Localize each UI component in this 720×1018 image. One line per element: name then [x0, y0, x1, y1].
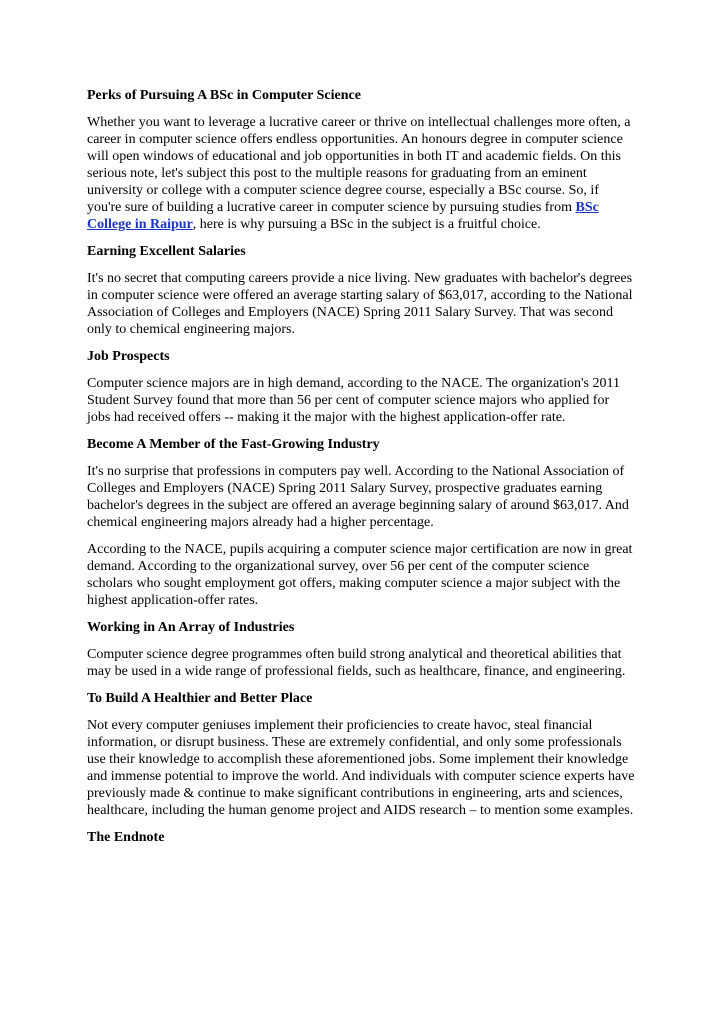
heading-perks: Perks of Pursuing A BSc in Computer Science [87, 88, 361, 103]
paragraph-salaries: It's no secret that computing careers provide a nice living. New graduates with bachelor's degrees in computer science were offered an average starting salary of $63,017, according to the National Association of Colleges and Employers (NACE) Spring 2011 Salary Survey. That was second only to chemical engineering majors. [87, 271, 633, 337]
heading-salaries: Earning Excellent Salaries [87, 244, 246, 259]
heading-industries: Working in An Array of Industries [87, 620, 295, 635]
heading-fast-growing: Become A Member of the Fast-Growing Industry [87, 437, 380, 452]
paragraph-industries: Computer science degree programmes often build strong analytical and theoretical abilities that may be used in a wide range of professional fields, such as healthcare, finance, and engineering. [87, 647, 626, 679]
paragraph-fast-growing: It's no surprise that professions in computers pay well. According to the National Association of Colleges and Employers (NACE) Spring 2011 Salary Survey, prospective graduates earning bachelor's degrees in the subject are offered an average beginning salary of around $63,017. And chemical engineering majors already had a higher percentage. [87, 464, 629, 530]
heading-endnote: The Endnote [87, 830, 165, 845]
paragraph-intro-text: Whether you want to leverage a lucrative career or thrive on intellectual challenges more often, a career in computer science offers endless opportunities. An honours degree in computer science will open windows of educational and job opportunities in both IT and academic fields. On this serious note, let's subject this post to the multiple reasons for graduating from an eminent university or college with a computer science degree course, especially a BSc course. So, if you're sure of building a lucrative career in computer science by pursuing studies from [87, 115, 631, 215]
bsc-college-link[interactable]: BSc College in Raipur [87, 200, 599, 232]
document-body [87, 87, 635, 856]
paragraph-intro-tail: , here is why pursuing a BSc in the subject is a fruitful choice. [192, 217, 541, 232]
paragraph-better-place: Not every computer geniuses implement their proficiencies to create havoc, steal financial information, or disrupt business. These are extremely confidential, and only some professionals use their knowledge to accomplish these aforementioned jobs. Some implement their knowledge and immense potential to improve the world. And individuals with computer science experts have previously made & continue to make significant contributions in engineering, arts and sciences, healthcare, including the human genome project and AIDS research – to mention some examples. [87, 718, 635, 818]
paragraph-nace: According to the NACE, pupils acquiring a computer science major certification are now in great demand. According to the organizational survey, over 56 per cent of the computer science scholars who sought employment got offers, making computer science a major subject with the highest application-offer rates. [87, 542, 633, 608]
heading-job-prospects: Job Prospects [87, 349, 170, 364]
paragraph-job-prospects: Computer science majors are in high demand, according to the NACE. The organization's 2011 Student Survey found that more than 56 per cent of computer science majors who applied for jobs had received offers -- making it the major with the highest application-offer rate. [87, 376, 620, 425]
heading-better-place: To Build A Healthier and Better Place [87, 691, 313, 706]
paragraph-intro [87, 114, 635, 233]
